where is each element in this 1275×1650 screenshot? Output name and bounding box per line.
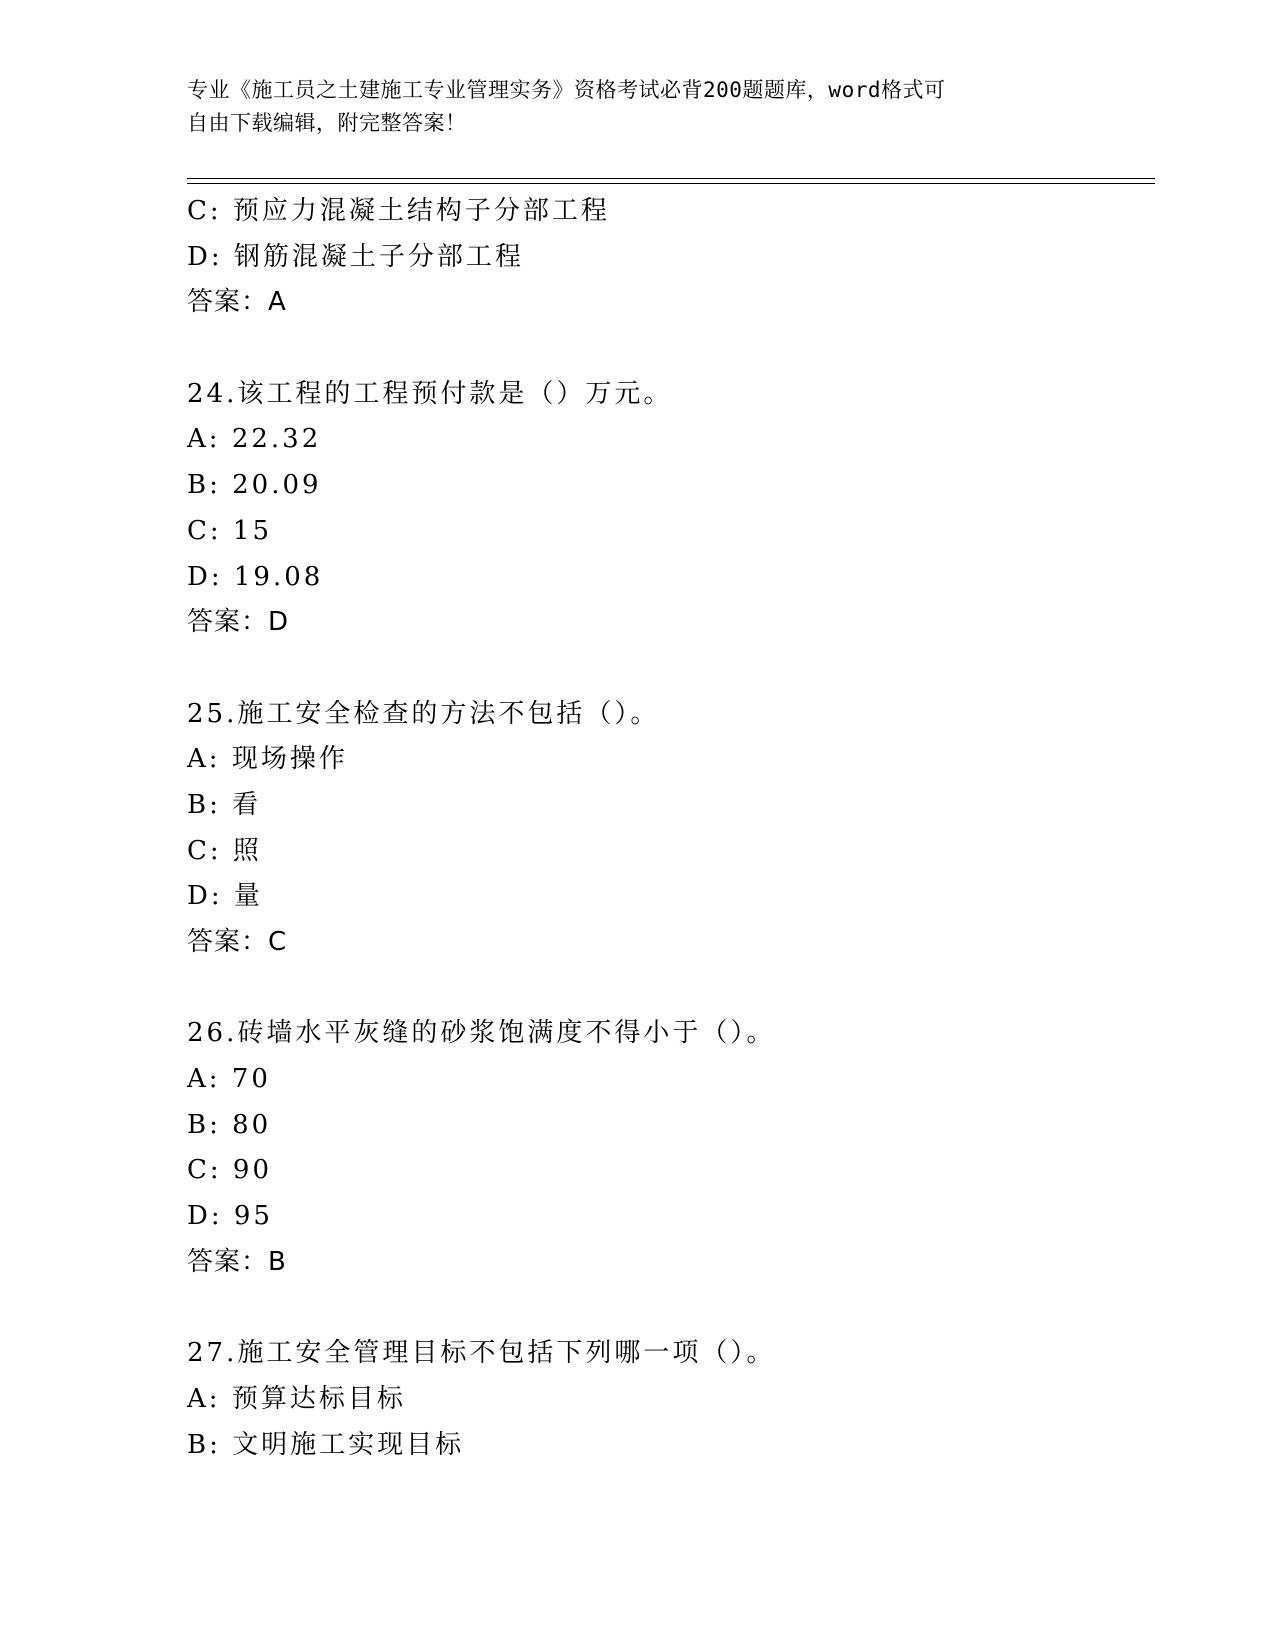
option-text: 预算达标目标	[231, 1383, 406, 1414]
question-23-tail	[187, 189, 1147, 326]
option-b	[187, 463, 1147, 509]
header-line-1: 专业《施工员之土建施工专业管理实务》资格考试必背200题题库，word格式可	[187, 78, 946, 102]
option-text: 15	[232, 515, 273, 546]
option-label: A:	[187, 744, 221, 775]
option-text: 现场操作	[231, 744, 348, 775]
option-label: D:	[187, 241, 223, 272]
spacer	[187, 1286, 1147, 1332]
spacer	[187, 646, 1147, 692]
option-text: 22.32	[231, 424, 322, 455]
option-label: D:	[187, 561, 223, 592]
document-header	[187, 74, 1067, 140]
option-label: A:	[187, 1064, 221, 1095]
option-b	[187, 1423, 1147, 1469]
option-d	[187, 555, 1147, 601]
option-a	[187, 417, 1147, 463]
question-title: 26.砖墙水平灰缝的砂浆饱满度不得小于（）。	[187, 1018, 776, 1049]
option-d	[187, 1194, 1147, 1240]
question-25	[187, 692, 1147, 966]
question-24	[187, 372, 1147, 646]
option-c	[187, 829, 1147, 875]
answer: 答案：C	[187, 927, 288, 957]
question-26	[187, 1011, 1147, 1285]
header-line-2: 自由下载编辑，附完整答案！	[187, 111, 467, 135]
option-text: 量	[233, 881, 263, 912]
option-text: 钢筋混凝土子分部工程	[233, 241, 524, 272]
answer: 答案：B	[187, 1246, 287, 1277]
header-divider-bottom	[187, 183, 1155, 184]
option-d	[187, 235, 1147, 281]
header-divider-top	[187, 178, 1155, 179]
option-a	[187, 1377, 1147, 1423]
question-title: 24.该工程的工程预付款是（）万元。	[187, 378, 673, 409]
option-text: 文明施工实现目标	[232, 1429, 465, 1460]
question-title: 27.施工安全管理目标不包括下列哪一项（）。	[187, 1338, 776, 1369]
option-label: B:	[187, 1429, 221, 1460]
question-27	[187, 1331, 1147, 1468]
option-label: A:	[187, 424, 221, 455]
question-list	[187, 189, 1147, 1468]
option-b	[187, 783, 1147, 829]
option-text: 95	[233, 1201, 273, 1232]
option-c	[187, 1148, 1147, 1194]
option-b	[187, 1103, 1147, 1149]
spacer	[187, 966, 1147, 1012]
option-d	[187, 874, 1147, 920]
option-c	[187, 509, 1147, 555]
option-a	[187, 1057, 1147, 1103]
option-text: 70	[231, 1064, 271, 1095]
option-text: 19.08	[233, 561, 324, 592]
option-a	[187, 737, 1147, 783]
question-title: 25.施工安全检查的方法不包括（）。	[187, 698, 660, 729]
option-text: 看	[232, 789, 262, 820]
spacer	[187, 326, 1147, 372]
option-label: C:	[187, 515, 222, 546]
option-label: B:	[187, 789, 221, 820]
option-label: A:	[187, 1383, 221, 1414]
option-text: 90	[232, 1155, 273, 1186]
option-label: D:	[187, 881, 223, 912]
option-c	[187, 189, 1147, 235]
answer: 答案：A	[187, 287, 287, 318]
option-text: 80	[232, 1109, 272, 1140]
option-text: 预应力混凝土结构子分部工程	[232, 196, 610, 226]
answer: 答案：D	[187, 607, 290, 638]
option-label: B:	[187, 1109, 221, 1140]
option-label: C:	[187, 835, 222, 866]
option-text: 20.09	[232, 470, 322, 501]
option-text: 照	[232, 835, 262, 866]
option-label: C:	[187, 1155, 222, 1186]
option-label: D:	[187, 1201, 223, 1232]
option-label: B:	[187, 470, 221, 501]
option-label: C:	[187, 196, 222, 226]
